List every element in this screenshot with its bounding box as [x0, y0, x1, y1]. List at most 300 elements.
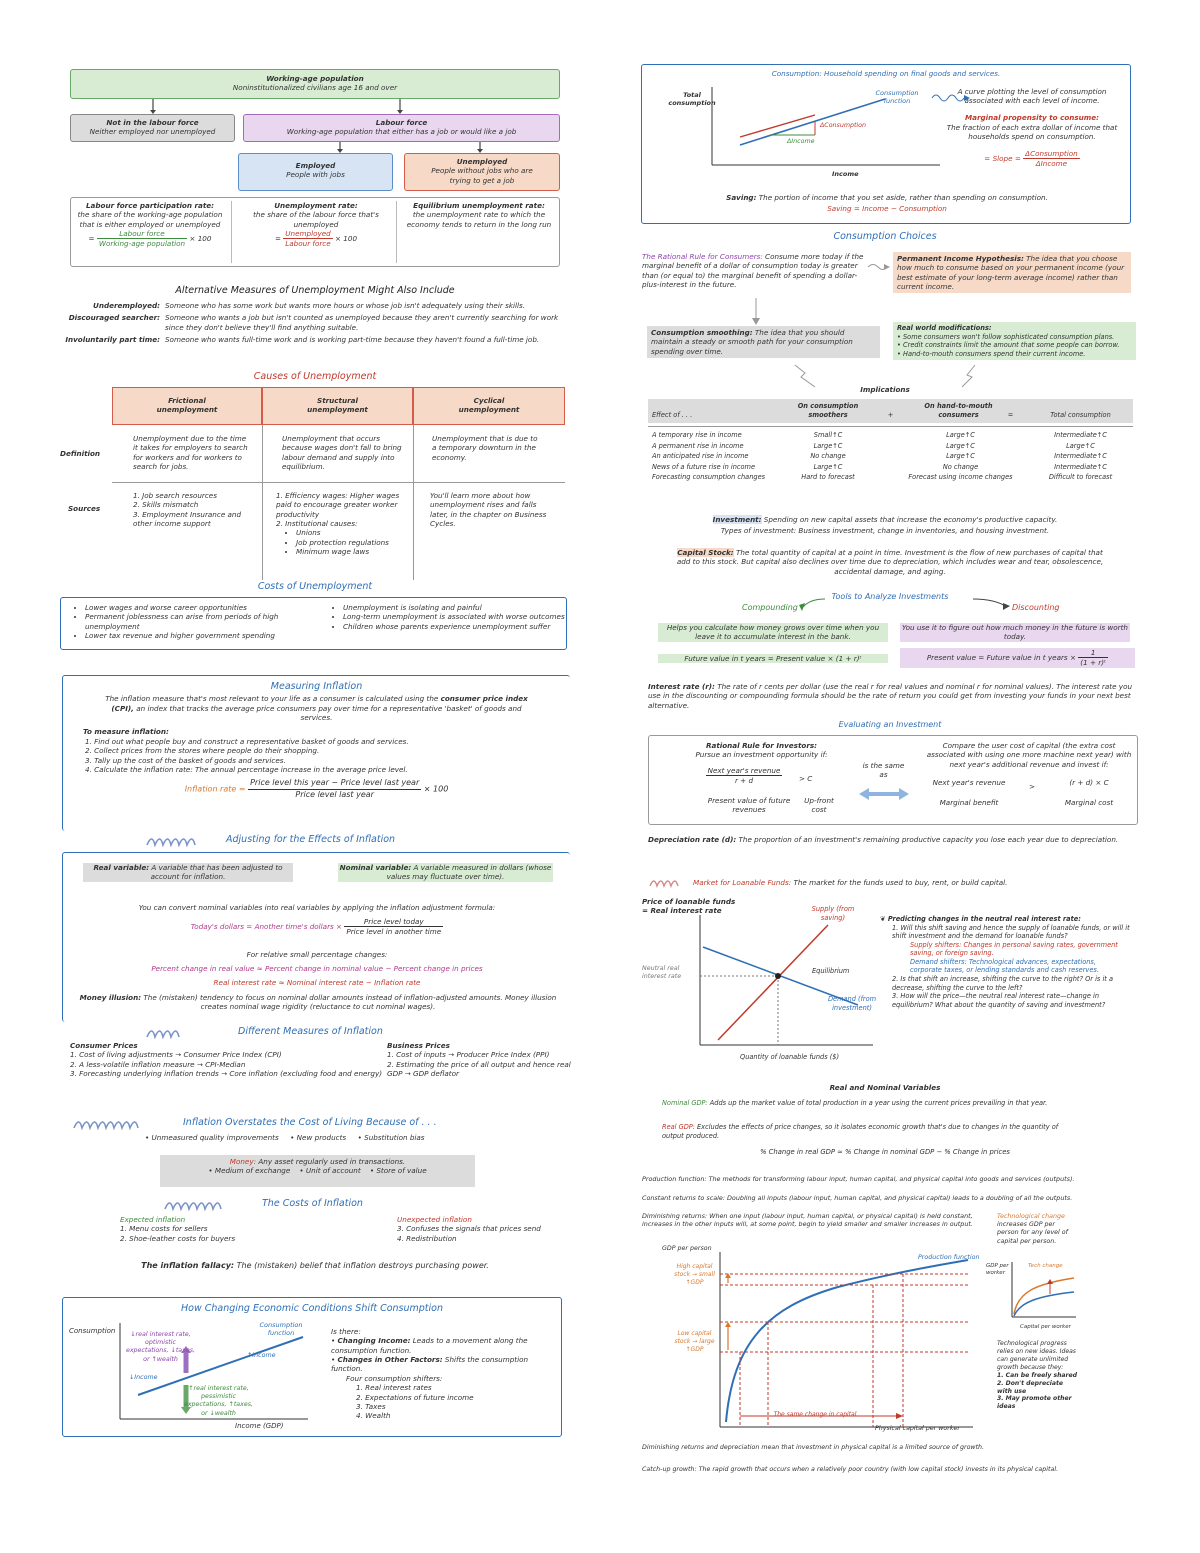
impl-cell: Forecast using income changes	[908, 473, 1013, 481]
causes-row-definition: Definition	[60, 449, 101, 458]
rate-num: Price level this year − Price level last year	[248, 778, 421, 789]
scribble-icon	[648, 878, 688, 888]
gdp-eq: % Change in real GDP ≈ % Change in nominal GDP − % Change in prices	[760, 1148, 1010, 1156]
structural-sources	[276, 491, 411, 557]
cyclical-def: Unemployment that is due to a temporary downturn in the economy.	[432, 434, 538, 462]
business-item: 1. Cost of inputs → Producer Price Index (PPI)	[387, 1050, 550, 1060]
scribble-icon	[163, 1199, 243, 1211]
measuring-steps	[85, 737, 570, 774]
implications-title: Implications	[860, 385, 910, 394]
equilibrium-label: Equilibrium	[812, 967, 850, 975]
real-variable	[83, 863, 293, 882]
loanable-y-label: Price of loanable funds = Real interest rate	[642, 897, 736, 916]
consumer-item: 1. Cost of living adjustments → Consumer Price Index (CPI)	[70, 1050, 282, 1060]
employed-title: Employed	[295, 161, 336, 170]
nilf-title: Not in the labour force	[106, 118, 199, 127]
ur-formula: = $\frac{\text{Unemployed}}{\text{Labour force}}$ × 100	[274, 229, 358, 249]
ur-times: × 100	[335, 233, 358, 243]
money-term: Money:	[229, 1157, 257, 1166]
rri-def: Pursue an investment opportunity if:	[695, 750, 828, 760]
rri-c: Up-front cost	[804, 796, 834, 815]
tech-note-text: Technological progress relies on new ideas. Ideas can generate unlimited growth because they:	[997, 1340, 1076, 1371]
formula-den: Price level in another time	[346, 927, 442, 937]
formula-lhs: Today's dollars = Another time's dollars ×	[190, 921, 343, 931]
lf-sub: Working-age population that either has a job or would like a job	[286, 127, 517, 137]
causes-title: Causes of Unemployment	[253, 371, 377, 382]
pih-box: Permanent Income Hypothesis: The idea that you choose how much to consume based on your permanent income (your best estimate of your long-term average income) rather than current income.	[893, 252, 1131, 293]
rw-item: • Some consumers won't follow sophisticated consumption plans.	[897, 332, 1115, 341]
cost-item: • Lower tax revenue and higher government spending	[85, 631, 315, 640]
inflation-formula	[63, 778, 570, 800]
unemployed-sub: People without jobs who are trying to get a job	[431, 166, 533, 185]
cost-item: • Unemployment is isolating and painful	[343, 603, 568, 612]
ur-def: the share of the labour force that's unemployed	[253, 210, 379, 229]
slope-num: ΔConsumption	[1025, 149, 1078, 158]
impl-cell: News of a future rise in income	[652, 462, 756, 471]
rri-num: Next year's revenue	[707, 766, 781, 775]
income-up: ↑Income	[247, 1352, 276, 1359]
future-value-eq: Future value in t years = Present value × (1 + r)ᵗ	[658, 654, 888, 663]
pv-num: 1	[1078, 648, 1108, 658]
cyclical-sources: You'll learn more about how unemployment rises and falls later, in the chapter on Business Cycles.	[430, 491, 547, 529]
overstates-item: • Unmeasured quality improvements	[145, 1133, 279, 1142]
impl-cell: Large↑C	[813, 441, 843, 450]
shift-bullet: • Changing Income: Leads to a movement along the consumption function.	[331, 1336, 528, 1355]
unexpected-inflation	[397, 1215, 577, 1243]
impl-header	[648, 399, 1133, 423]
impl-smoothers	[788, 430, 868, 483]
causes-header-structural: Structural unemployment	[262, 387, 413, 425]
tech-note	[997, 1340, 1079, 1411]
impl-cell: Large↑C	[946, 431, 975, 439]
causes-vline-2	[413, 425, 414, 580]
consumer-item: 3. Forecasting underlying inflation trends → Core inflation (excluding food and energy)	[70, 1069, 382, 1079]
real-world-box	[893, 322, 1136, 360]
shift-up-note: ↓real interest rate, optimistic expectations, ↓taxes, or ↑wealth	[125, 1331, 196, 1363]
impl-col: On consumption smoothers	[797, 402, 859, 419]
rate-mult: × 100	[423, 784, 449, 794]
tech-change-block	[997, 1213, 1077, 1246]
alt-item	[58, 335, 578, 344]
alt-term: Discouraged searcher:	[68, 313, 160, 323]
tech-item: 2. Don't depreciate with use	[997, 1379, 1064, 1395]
impl-cell: Intermediate↑C	[1054, 452, 1107, 460]
impl-h2m	[903, 430, 1018, 483]
money-def: Any asset regularly used in transactions.	[258, 1157, 406, 1166]
present-value-eq: Present value = Future value in t years × $\frac{1}{\text{(1 + r)ᵗ}}$	[900, 648, 1135, 668]
growth-chart	[718, 1252, 978, 1430]
tech-y-label: GDP per worker	[986, 1263, 1009, 1277]
low-capital-label: Low capital stock → large ↑GDP	[674, 1330, 715, 1353]
ur-cell	[241, 201, 391, 249]
lfpr-title: Labour force participation rate:	[85, 201, 215, 210]
tech-item: 3. May promote other ideas	[997, 1395, 1072, 1411]
eq-percent: Percent change in real value ≈ Percent change in nominal value − Percent change in prices	[151, 964, 483, 973]
tech-title: Technological change	[997, 1213, 1065, 1220]
costs-unemp-box	[60, 597, 567, 650]
small-change-note: For relative small percentage changes:	[246, 950, 388, 959]
rates-box	[70, 197, 560, 267]
gdp-title: Real and Nominal Variables	[829, 1083, 941, 1092]
unexpected-item: 3. Confuses the signals that prices send	[397, 1224, 541, 1234]
tech-def: increases GDP per person for any level of capital per person.	[997, 1221, 1068, 1245]
discounting-label: Discounting	[1012, 603, 1060, 612]
shift-y-label: Consumption	[69, 1327, 116, 1335]
impl-total	[1033, 430, 1128, 483]
costs-left-list	[75, 603, 315, 640]
supply-label: Supply (from saving)	[811, 905, 855, 922]
unemployed-box	[404, 153, 560, 191]
neutral-rate-label: Neutral real interest rate	[642, 965, 682, 981]
rates-divider-2	[396, 201, 397, 263]
structural-source: 1. Efficiency wages: Higher wages paid to encourage greater worker productivity	[276, 491, 400, 519]
loanable-x-label: Quantity of loanable funds ($)	[740, 1053, 840, 1061]
measures-title: Different Measures of Inflation	[238, 1026, 383, 1037]
mb-gt: >	[1029, 782, 1036, 791]
user-cost: Compare the user cost of capital (the extra cost associated with using one more machine next year) with next year's additional revenue and invest if:	[926, 741, 1132, 769]
working-age-sub: Noninstitutionalized civilians age 16 and over	[232, 83, 398, 93]
alt-measures-title: Alternative Measures of Unemployment Might Also Include	[175, 285, 455, 296]
overstates-title: Inflation Overstates the Cost of Living Because of . . .	[183, 1117, 437, 1128]
nominal-variable	[338, 863, 553, 882]
arrow-icon	[795, 365, 825, 390]
rri-block	[684, 741, 839, 760]
working-age-title: Working-age population	[266, 74, 364, 83]
rri-gt: > C	[799, 774, 813, 783]
scribble-icon	[145, 1027, 195, 1039]
rri-title: Rational Rule for Investors:	[705, 741, 818, 750]
diminishing-returns: Diminishing returns: When one input (labour input, human capital, or physical capital) is held constant, increases in the other inputs will, at some point, begin to yield smaller and smaller increases in output.	[642, 1212, 973, 1229]
lf-title: Labour force	[375, 118, 428, 127]
labour-force-box	[243, 114, 560, 142]
cpi-term: consumer price index (CPI),	[111, 694, 528, 713]
alt-term: Underemployed:	[92, 301, 160, 310]
impl-cell: No change	[810, 452, 846, 460]
loanable-title: Market for Loanable Funds: The market for the funds used to buy, rent, or build capital.	[693, 878, 1008, 887]
nilf-sub: Neither employed nor unemployed	[89, 127, 216, 137]
shift-x-label: Income (GDP)	[235, 1422, 284, 1430]
eur-cell	[404, 201, 554, 229]
discounting-def: You use it to figure out how much money in the future is worth today.	[900, 623, 1130, 642]
real-def: A variable that has been adjusted to account for inflation.	[150, 863, 283, 882]
costs-unemp-title: Costs of Unemployment	[257, 581, 373, 592]
impl-cell: Hard to forecast	[801, 473, 855, 481]
alt-measures-list	[58, 301, 578, 344]
shift-down-note: ↑real interest rate, pessimistic expectations, ↑taxes, or ↓wealth	[183, 1385, 254, 1417]
catch-up-growth: Catch-up growth: The rapid growth that occurs when a relatively poor country (with low capital stock) invests in its physical capital.	[642, 1466, 1059, 1473]
impl-cell: Large↑C	[1066, 441, 1095, 450]
capital-stock: Capital Stock: The total quantity of capital at a point in time. Investment is the flow of new purchases of capital that add to this stock. But capital also declines over time due to depreciation, which includes wear and tear, obsolescence, accidental damage, and aging.	[676, 548, 1104, 576]
adjust-formula	[63, 917, 571, 937]
impl-cell: A temporary rise in income	[652, 431, 742, 439]
consumption-box	[641, 64, 1131, 224]
causes-table	[60, 387, 565, 582]
supply-shifters: Supply shifters: Changes in personal saving rates, government saving, or foreign saving.	[910, 940, 1118, 958]
expected-title: Expected inflation	[120, 1215, 186, 1224]
double-arrow-icon	[859, 788, 909, 800]
adjusting-title: Adjusting for the Effects of Inflation	[226, 834, 396, 845]
inflation-fallacy	[60, 1261, 570, 1271]
costs-right-list	[333, 603, 568, 631]
money-item: • Medium of exchange	[208, 1166, 291, 1176]
impl-col: +	[887, 411, 894, 419]
impl-cell: Small↑C	[813, 431, 843, 439]
measuring-inflation-box	[62, 675, 570, 831]
rri-den: r + d	[734, 776, 754, 786]
consumption-x-label: Income	[832, 170, 859, 178]
shift-title: How Changing Economic Conditions Shift Consumption	[181, 1303, 443, 1314]
demand-shifters: Demand shifters: Technological advances, expectations, corporate taxes, or lending standards and cash reserves.	[910, 957, 1099, 975]
same-change-label: The same change in capital	[773, 1411, 857, 1418]
demand-label: Demand (from investment)	[827, 995, 877, 1012]
intro-part: an index that tracks the average price consumers pay over time for a representative 'basket' of goods and services.	[136, 703, 522, 723]
evaluating-title: Evaluating an Investment	[838, 720, 942, 729]
mpc-formula: = Slope = $\frac{\text{ΔConsumption}}{\text{ΔIncome}}$	[984, 149, 1078, 169]
shift-right-text	[331, 1327, 556, 1421]
business-title: Business Prices	[387, 1041, 450, 1050]
shifter: 2. Expectations of future income	[356, 1392, 474, 1402]
compounding-def: Helps you calculate how money grows over time when you leave it to accumulate interest in the bank.	[658, 623, 888, 642]
cost-item: • Children whose parents experience unemployment suffer	[343, 622, 568, 631]
money-box	[160, 1155, 475, 1187]
overstates-item: • New products	[290, 1133, 347, 1142]
causes-hline	[112, 482, 565, 483]
shift-curve-label: Consumption function	[259, 1321, 303, 1338]
causes-row-sources: Sources	[68, 504, 101, 513]
not-in-labour-force-box	[70, 114, 235, 142]
shifter: 1. Real interest rates	[356, 1383, 432, 1393]
real-term: Real variable:	[93, 863, 150, 872]
how-title: To measure inflation:	[83, 727, 169, 737]
impl-effects	[652, 430, 792, 483]
tech-chart	[1010, 1262, 1078, 1322]
mpc-def: The fraction of each extra dollar of income that households spend on consumption.	[946, 123, 1118, 142]
adjusting-box	[62, 852, 570, 1022]
same-as: is the same as	[862, 761, 905, 780]
frictional-def: Unemployment due to the time it takes for employers to search for workers and for workers to search for jobs.	[133, 434, 248, 472]
money-illusion	[73, 993, 563, 1012]
rates-divider-1	[231, 201, 232, 263]
impl-cell: A permanent rise in income	[652, 441, 744, 450]
impl-cell: An anticipated rise in income	[652, 452, 749, 460]
rri-frac	[699, 766, 789, 786]
consumption-def: Consumption: Household spending on final goods and services.	[771, 69, 1001, 78]
implications-table	[648, 399, 1133, 490]
tools-title: Tools to Analyze Investments	[831, 592, 949, 601]
costs-inflation-title: The Costs of Inflation	[262, 1198, 363, 1209]
interest-rate-def: Interest rate (r): The rate of r cents per dollar (use the real r for real values and nominal r for nominal values). The interest rate you use in the discounting or compounding formula should be the rate of return you could get from investing your funds in your next best alternative.	[648, 682, 1133, 710]
ur-den: Labour force	[285, 239, 331, 249]
convert-text: You can convert nominal variables into real variables by applying the inflation adjustment formula:	[138, 903, 496, 912]
step: 4. Calculate the inflation rate: The annual percentage increase in the average price level.	[85, 764, 408, 774]
step: 1. Find out what people buy and construct a representative basket of goods and services.	[85, 736, 409, 746]
illusion-term: Money illusion:	[79, 993, 142, 1002]
rate-label: Inflation rate =	[184, 784, 246, 794]
impl-col: On hand-to-mouth consumers	[924, 402, 993, 419]
high-capital-label: High capital stock → small ↑GDP	[674, 1263, 715, 1286]
rate-den: Price level last year	[295, 789, 374, 799]
evaluating-box	[648, 735, 1138, 825]
lfpr-num: Labour force	[97, 229, 187, 239]
expected-inflation	[120, 1215, 320, 1243]
structural-bullet: • Unions	[296, 528, 411, 537]
lfpr-times: × 100	[189, 233, 212, 243]
constant-returns: Constant returns to scale: Doubling all inputs (labour input, human capital, and physical capital) leads to a doubling of all the outputs.	[642, 1194, 1073, 1202]
causes-header-cyclical: Cyclical unemployment	[413, 387, 565, 425]
growth-x-label: Physical capital per worker	[875, 1425, 960, 1432]
step: 3. Tally up the cost of the basket of goods and services.	[85, 755, 286, 765]
scribble-icon	[72, 1118, 167, 1130]
consumption-func-label: Consumption function	[875, 89, 919, 106]
shifter: 3. Taxes	[356, 1401, 386, 1411]
impl-cell: No change	[942, 462, 979, 471]
pred-q2: 2. Is that shift an increase, shifting the curve to the right? Or is it a decrease, shifting the curve to the left?	[892, 974, 1114, 992]
rw-item: • Hand-to-mouth consumers spend their current income.	[897, 349, 1086, 358]
measuring-intro	[63, 693, 570, 723]
scribble-icon	[145, 835, 215, 847]
slope-den: ΔIncome	[1035, 159, 1068, 169]
impl-col: =	[1007, 411, 1014, 419]
smoothing-box: Consumption smoothing: The idea that you should maintain a steady or smooth path for your consumption spending over time.	[647, 326, 880, 358]
impl-cell: Large↑C	[946, 441, 975, 450]
causes-header-frictional: Frictional unemployment	[112, 387, 262, 425]
growth-y-label: GDP per person	[662, 1245, 712, 1252]
investment-types: Types of investment: Business investment, change in inventories, and housing investment.	[720, 526, 1050, 535]
arrow-icon	[868, 262, 890, 272]
overstates-list	[145, 1133, 545, 1142]
employed-sub: People with jobs	[286, 170, 345, 180]
frictional-source: 2. Skills mismatch	[133, 500, 199, 510]
saving-def: Saving: The portion of income that you set aside, rather than spending on consumption.	[726, 193, 1048, 202]
pred-q3: 3. How will the price—the neutral real interest rate—change in equilibrium? What about the quantity of saving and investment?	[892, 992, 1106, 1009]
ur-num: Unemployed	[285, 229, 331, 239]
cost-item: • Lower wages and worse career opportunities	[85, 603, 315, 612]
pred-q1: 1. Will this shift saving and hence the supply of loanable funds, or will it shift investment and the demand for loanable funds?	[892, 923, 1130, 941]
production-function: Production function: The methods for transforming labour input, human capital, and physical capital into goods and services (outputs).	[642, 1175, 1075, 1183]
tech-x-label: Capital per worker	[1020, 1324, 1071, 1330]
business-prices	[387, 1041, 572, 1078]
consumer-item: 2. A less-volatile inflation measure → CPI-Median	[70, 1059, 246, 1069]
arrow-icon	[955, 365, 985, 390]
structural-bullet: • Minimum wage laws	[296, 547, 411, 556]
alt-item	[58, 313, 578, 332]
alt-item	[58, 301, 578, 310]
alt-def: Someone who wants full-time work and is working part-time because they haven't found a full-time job.	[165, 335, 540, 345]
impl-col: Total consumption	[1050, 411, 1111, 419]
lfpr-formula: = $\frac{\text{Labour force}}{\text{Working-age population}}$ × 100	[88, 229, 212, 249]
investment-def: Investment: Spending on new capital assets that increase the economy's productive capacity.	[712, 515, 1058, 524]
rri-pv: Present value of future revenues	[707, 796, 791, 815]
consumption-func-def: A curve plotting the level of consumption associated with each level of income.	[957, 87, 1107, 106]
cost-item: • Long-term unemployment is associated with worse outcomes	[343, 612, 568, 621]
alt-def: Someone who has some work but wants more hours or whose job isn't adequately using their skills.	[165, 301, 526, 310]
is-there: Is there:	[331, 1327, 361, 1336]
expected-item: 1. Menu costs for sellers	[120, 1224, 208, 1234]
impl-cell: Large↑C	[946, 452, 975, 460]
impl-col: Effect of . . .	[652, 411, 693, 419]
impl-cell: Large↑C	[813, 462, 843, 471]
mc-label: Marginal cost	[1064, 798, 1114, 807]
structural-source: 2. Institutional causes:	[276, 519, 358, 529]
employed-box	[238, 153, 393, 191]
tools-arrows	[795, 595, 1025, 613]
arrow-icon	[750, 298, 762, 326]
mb-label: Marginal benefit	[939, 798, 999, 807]
alt-def: Someone who wants a job but isn't counted as unemployed because they aren't currently searching for work since they don't believe they'll find anything suitable.	[165, 313, 559, 332]
impl-body	[648, 426, 1133, 490]
causes-vline-1	[262, 425, 263, 580]
income-down: ↓Income	[129, 1374, 158, 1381]
shift-bullet: • Changes in Other Factors: Shifts the consumption function.	[331, 1355, 529, 1374]
tech-shift-label: Tech change	[1028, 1263, 1063, 1269]
predicting-list	[880, 915, 1130, 1009]
lfpr-cell	[75, 201, 225, 249]
depreciation-def: Depreciation rate (d): The proportion of an investment's remaining productive capacity you lose each year due to depreciation.	[648, 835, 1119, 844]
overstates-item: • Substitution bias	[357, 1133, 425, 1142]
impl-cell: Intermediate↑C	[1054, 431, 1107, 439]
mpc-title: Marginal propensity to consume:	[964, 113, 1100, 122]
delta-income: ΔIncome	[787, 138, 815, 145]
frictional-source: 1. Job search resources	[133, 491, 217, 500]
ur-title: Unemployment rate:	[274, 201, 358, 210]
impl-cell: Forecasting consumption changes	[652, 473, 766, 481]
measuring-title: Measuring Inflation	[270, 681, 363, 692]
nominal-def: A variable measured in dollars (whose values may fluctuate over time).	[386, 863, 552, 882]
intro-part: The inflation measure that's most relevant to your life as a consumer is calculated using the	[105, 694, 439, 704]
unexpected-item: 4. Redistribution	[397, 1233, 457, 1243]
lfpr-def: the share of the working-age population that is either employed or unemployed	[77, 210, 223, 229]
unemployed-title: Unemployed	[456, 157, 508, 166]
real-gdp: Real GDP: Excludes the effects of price changes, so it isolates economic growth that's due to changes in the quantity of output produced.	[662, 1123, 1059, 1140]
shifter: 4. Wealth	[356, 1411, 391, 1421]
saving-eq: Saving = Income − Consumption	[827, 204, 947, 213]
rw-title: Real world modifications:	[897, 324, 992, 332]
shifters-title: Four consumption shifters:	[346, 1373, 443, 1383]
mc-top: (r + d) × C	[1069, 778, 1109, 787]
structural-def: Unemployment that occurs because wages don't fall to bring labour demand and supply into equilibrium.	[282, 434, 402, 472]
choices-title: Consumption Choices	[833, 231, 937, 242]
eur-def: the unemployment rate to which the economy tends to return in the long run	[406, 210, 552, 229]
right-column	[600, 0, 1200, 1553]
fallacy-term: The inflation fallacy:	[141, 1261, 235, 1270]
expected-item: 2. Shoe-leather costs for buyers	[120, 1233, 236, 1243]
tech-item: 1. Can be freely shared	[997, 1371, 1078, 1379]
fallacy-def: The (mistaken) belief that inflation destroys purchasing power.	[236, 1261, 489, 1270]
loanable-chart	[698, 915, 878, 1055]
nominal-term: Nominal variable:	[339, 863, 412, 872]
frictional-sources	[133, 491, 258, 528]
illusion-def: The (mistaken) tendency to focus on nominal dollar amounts instead of inflation-adjusted amounts. Money illusion creates nominal wage rigidity (reluctance to cut nominal wages).	[143, 993, 557, 1012]
dr-depreciation: Diminishing returns and depreciation mean that investment in physical capital is a limited source of growth.	[642, 1444, 985, 1451]
mb-top: Next year's revenue	[932, 778, 1006, 787]
impl-cell: Difficult to forecast	[1048, 473, 1113, 481]
unexpected-title: Unexpected inflation	[397, 1215, 472, 1224]
shift-consumption-box	[62, 1297, 562, 1437]
production-function-label: Production function	[918, 1254, 980, 1261]
consumer-title: Consumer Prices	[70, 1041, 138, 1050]
business-item: 2. Estimating the price of all output and hence real GDP → GDP deflator	[387, 1059, 571, 1079]
nominal-gdp: Nominal GDP: Adds up the market value of total production in a year using the current prices prevailing in that year.	[662, 1099, 1048, 1107]
pv-den: (1 + r)ᵗ	[1080, 658, 1107, 668]
formula-num: Price level today	[344, 917, 443, 927]
impl-cell: Intermediate↑C	[1054, 462, 1107, 471]
money-item: • Store of value	[369, 1166, 427, 1176]
structural-bullet: • Job protection regulations	[296, 538, 411, 547]
alt-term: Involuntarily part time:	[65, 335, 160, 345]
frictional-source: 3. Employment Insurance and other income support	[133, 509, 242, 529]
lfpr-den: Working-age population	[98, 239, 186, 249]
rw-item: • Credit constraints limit the amount that some people can borrow.	[897, 341, 1120, 350]
